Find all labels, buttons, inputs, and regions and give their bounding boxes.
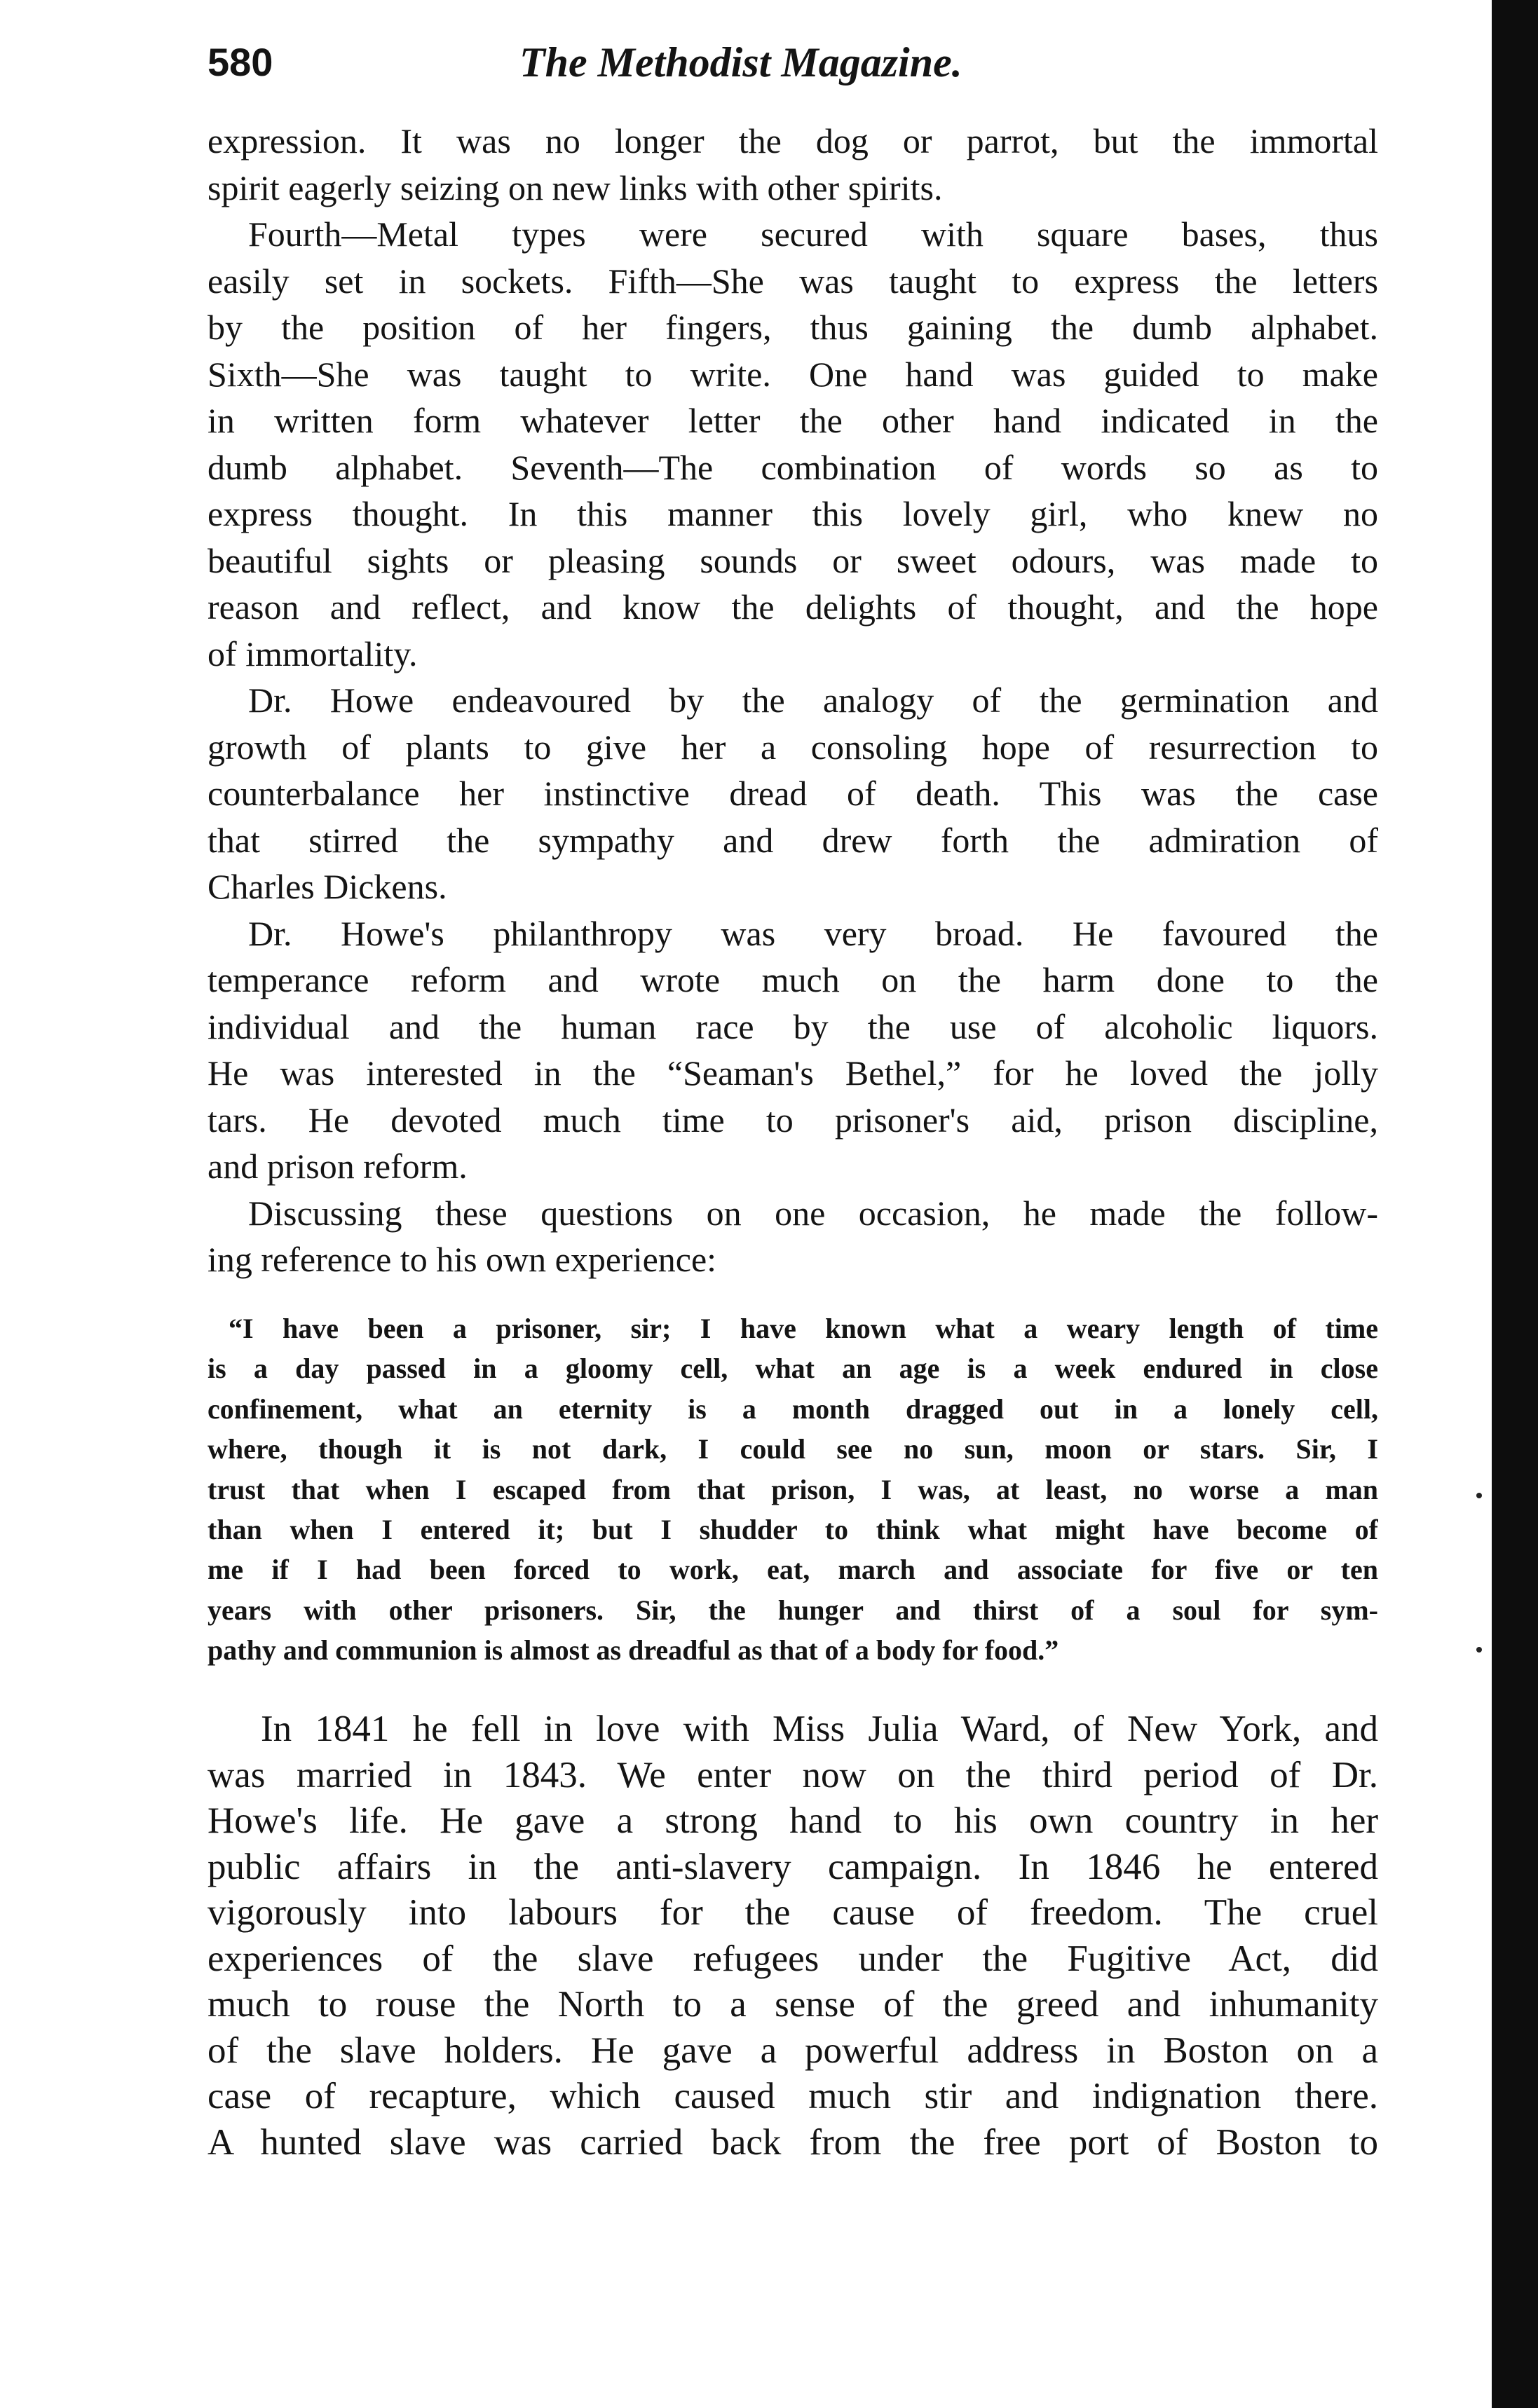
text-line: beautiful sights or pleasing sounds or sweet odours, was made to — [207, 540, 1378, 580]
text-line: case of recapture, which caused much stir and indignation there. — [207, 2076, 1378, 2116]
text-line: experiences of the slave refugees under the Fugitive Act, did — [207, 1938, 1378, 1979]
quote-line: confinement, what an eternity is a month dragged out in a lonely cell, — [207, 1393, 1378, 1425]
text-line: of the slave holders. He gave a powerful address in Boston on a — [207, 2030, 1378, 2071]
text-line: expression. It was no longer the dog or parrot, but the immortal — [207, 121, 1378, 160]
page-number: 580 — [207, 40, 273, 84]
text-line: counterbalance her instinctive dread of death. This was the case — [207, 774, 1378, 813]
text-line: express thought. In this manner this lovely girl, who knew no — [207, 494, 1378, 533]
text-line: spirit eagerly seizing on new links with other spirits. — [207, 167, 943, 207]
block-quote — [207, 1308, 1378, 1671]
quote-line: is a day passed in a gloomy cell, what an age is a week endured in close — [207, 1353, 1378, 1385]
text-line: and prison reform. — [207, 1147, 468, 1186]
quote-line: than when I entered it; but I shudder to think what might have become of — [207, 1513, 1378, 1545]
scan-binding-edge — [1492, 0, 1538, 2408]
scan-speck — [1476, 1493, 1482, 1498]
text-line: Charles Dickens. — [207, 867, 447, 906]
quote-line: pathy and communion is almost as dreadful as that of a body for food.” — [207, 1634, 1059, 1667]
text-line: that stirred the sympathy and drew forth the admiration of — [207, 820, 1378, 860]
page-header — [207, 31, 1378, 94]
text-line: by the position of her fingers, thus gaining the dumb alphabet. — [207, 308, 1378, 347]
text-line: Howe's life. He gave a strong hand to his own country in her — [207, 1800, 1378, 1841]
text-line: Dr. Howe's philanthropy was very broad. He favoured the — [248, 913, 1378, 953]
text-line: in written form whatever letter the other hand indicated in the — [207, 401, 1378, 440]
text-line: public affairs in the anti-slavery campaign. In 1846 he entered — [207, 1846, 1378, 1887]
text-line: He was interested in the “Seaman's Bethel,” for he loved the jolly — [207, 1053, 1378, 1093]
scan-speck — [1476, 1647, 1482, 1653]
quote-line: trust that when I escaped from that prison, I was, at least, no worse a man — [207, 1473, 1378, 1505]
text-line: Sixth—She was taught to write. One hand was guided to make — [207, 354, 1378, 394]
text-line: A hunted slave was carried back from the free port of Boston to — [207, 2121, 1378, 2163]
text-line: temperance reform and wrote much on the harm done to the — [207, 960, 1378, 999]
text-line: easily set in sockets. Fifth—She was taught to express the letters — [207, 261, 1378, 301]
text-line: Discussing these questions on one occasion, he made the follow- — [248, 1193, 1378, 1233]
text-line: reason and reflect, and know the delights of thought, and the hope — [207, 587, 1378, 627]
text-line: ing reference to his own experience: — [207, 1240, 717, 1279]
body-text-upper — [207, 118, 1378, 1283]
body-text-lower — [207, 1706, 1378, 2166]
text-line: was married in 1843. We enter now on the third period of Dr. — [207, 1754, 1378, 1795]
text-line: Dr. Howe endeavoured by the analogy of the germination and — [248, 680, 1378, 720]
text-line: In 1841 he fell in love with Miss Julia Ward, of New York, and — [261, 1709, 1378, 1749]
quote-line: years with other prisoners. Sir, the hunger and thirst of a soul for sym- — [207, 1594, 1378, 1626]
quote-line: “I have been a prisoner, sir; I have known what a weary length of time — [229, 1313, 1378, 1344]
text-line: vigorously into labours for the cause of freedom. The cruel — [207, 1892, 1378, 1933]
text-line: of immortality. — [207, 634, 418, 673]
text-line: growth of plants to give her a consoling hope of resurrection to — [207, 727, 1378, 767]
quote-line: where, though it is not dark, I could see no sun, moon or stars. Sir, I — [207, 1433, 1378, 1465]
text-line: much to rouse the North to a sense of the greed and inhumanity — [207, 1984, 1378, 2025]
running-title: The Methodist Magazine. — [519, 39, 962, 85]
text-line: dumb alphabet. Seventh—The combination of words so as to — [207, 447, 1378, 487]
quote-line: me if I had been forced to work, eat, march and associate for five or ten — [207, 1554, 1378, 1586]
text-line: Fourth—Metal types were secured with square bases, thus — [248, 214, 1378, 254]
scan-edge-marks — [1472, 1332, 1486, 1752]
text-line: tars. He devoted much time to prisoner's aid, prison discipline, — [207, 1100, 1378, 1140]
text-line: individual and the human race by the use of alcoholic liquors. — [207, 1006, 1378, 1046]
